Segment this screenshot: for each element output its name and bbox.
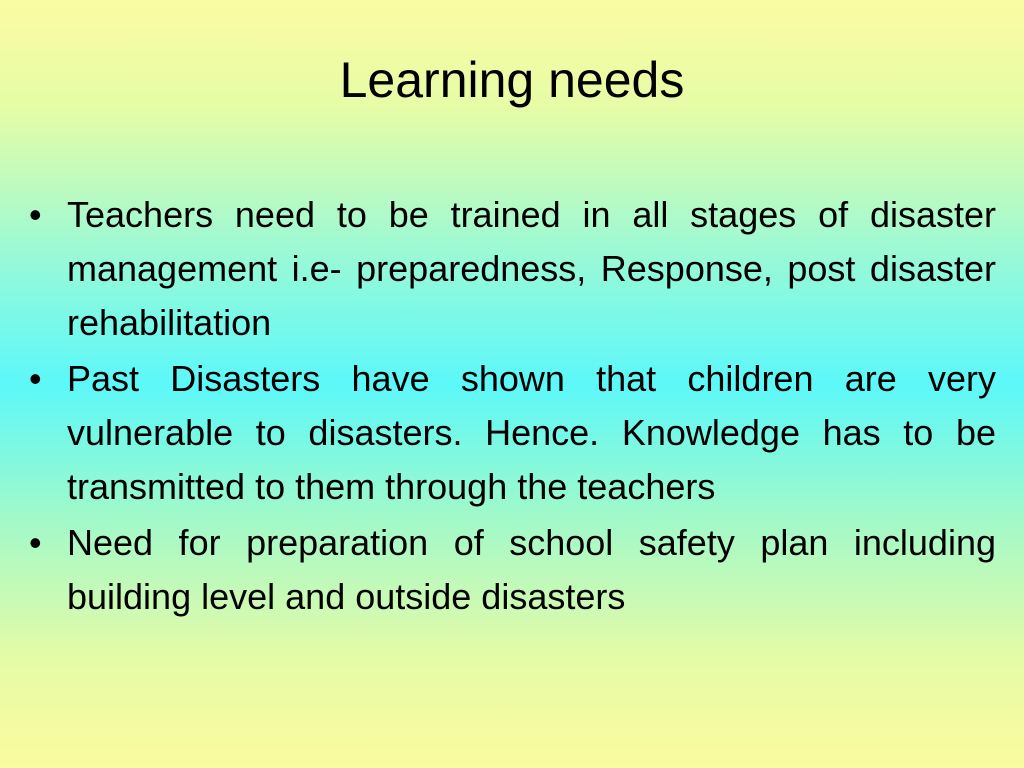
bullet-text: Need for preparation of school safety plan including building level and outside disasters — [67, 522, 996, 617]
bullet-text: Past Disasters have shown that children are very vulnerable to disasters. Hence. Knowledge has to be transmitted to them through the teachers — [67, 358, 996, 507]
slide-title: Learning needs — [339, 52, 685, 108]
bullet-icon: • — [29, 358, 42, 399]
bullet-item — [29, 352, 996, 514]
bullet-item — [29, 188, 996, 350]
bullet-text: Teachers need to be trained in all stages of disaster management i.e- preparedness, Response, post disaster rehabilitation — [67, 194, 996, 343]
bullet-icon: • — [29, 522, 42, 563]
bullet-icon: • — [29, 194, 42, 235]
bullet-list — [29, 188, 996, 626]
bullet-item — [29, 516, 996, 624]
